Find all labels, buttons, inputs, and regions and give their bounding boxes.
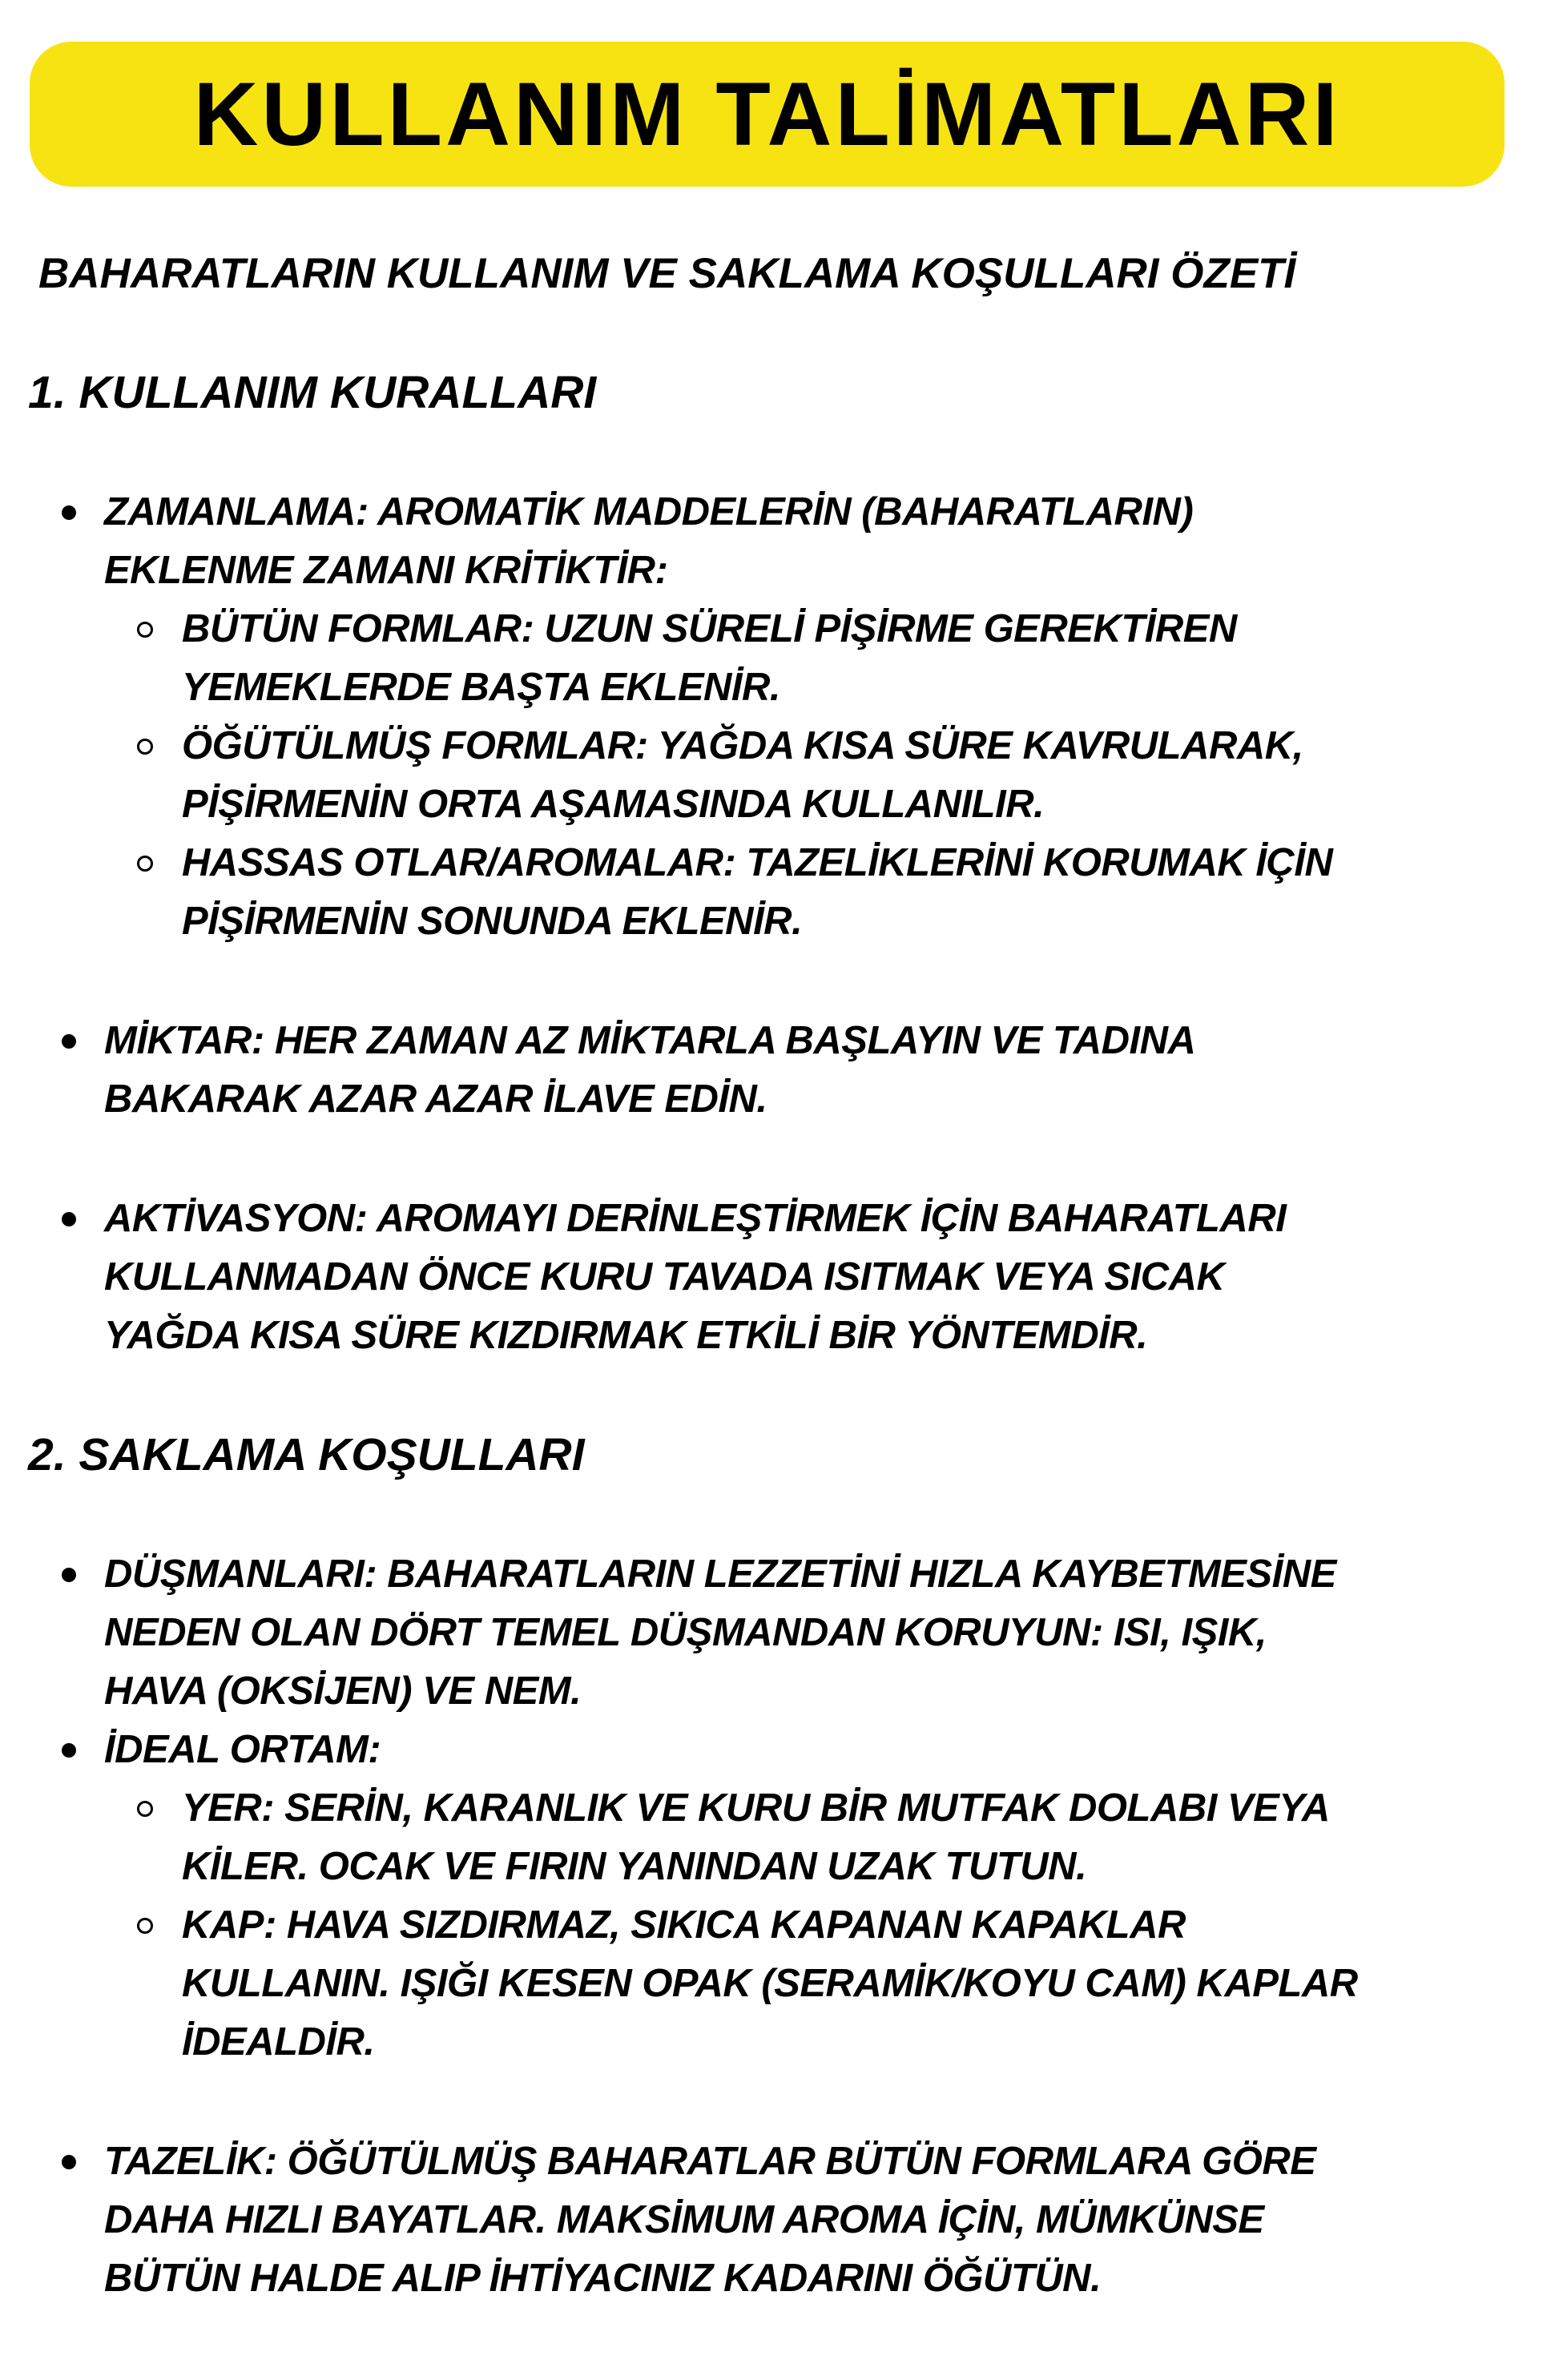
text-line: YAĞDA KISA SÜRE KIZDIRMAK ETKİLİ BİR YÖNTEMDİR. <box>104 1314 1148 1357</box>
list-item <box>0 1190 1559 1365</box>
bullet-circle-icon <box>137 622 153 638</box>
text-line: İDEAL ORTAM: <box>104 1728 381 1771</box>
text-line: EKLENME ZAMANI KRİTİKTİR: <box>104 549 668 592</box>
bullet-circle-icon <box>137 1918 153 1934</box>
item-lines <box>104 1190 1559 1365</box>
item-lines <box>182 1896 1559 2072</box>
bullet-list <box>0 483 1559 1365</box>
text-line: YEMEKLERDE BAŞTA EKLENİR. <box>182 666 781 709</box>
sections-container <box>0 364 1559 2308</box>
bullet-dot-icon <box>62 2155 76 2169</box>
bullet-dot-icon <box>62 1743 76 1758</box>
bullet-circle-icon <box>137 739 153 755</box>
item-lines <box>182 600 1559 717</box>
title-banner <box>30 42 1505 187</box>
list-item <box>0 1721 1559 1779</box>
text-line: KİLER. OCAK VE FIRIN YANINDAN UZAK TUTUN. <box>182 1845 1087 1888</box>
page-title: KULLANIM TALİMATLARI <box>193 64 1341 164</box>
list-item <box>0 1896 1559 2072</box>
section <box>0 1426 1559 2308</box>
text-line: BAKARAK AZAR AZAR İLAVE EDİN. <box>104 1077 767 1121</box>
bullet-dot-icon <box>62 505 76 520</box>
text-line: YER: SERİN, KARANLIK VE KURU BİR MUTFAK DOLABI VEYA <box>182 1786 1330 1830</box>
text-line: ÖĞÜTÜLMÜŞ FORMLAR: YAĞDA KISA SÜRE KAVRULARAK, <box>182 724 1303 767</box>
list-item <box>0 2132 1559 2308</box>
text-line: HAVA (OKSİJEN) VE NEM. <box>104 1669 582 1713</box>
list-item <box>0 483 1559 600</box>
bullet-dot-icon <box>62 1212 76 1226</box>
text-line: İDEALDİR. <box>182 2020 375 2064</box>
item-lines <box>104 483 1559 600</box>
text-line: DÜŞMANLARI: BAHARATLARIN LEZZETİNİ HIZLA KAYBETMESİNE <box>104 1552 1336 1596</box>
item-lines <box>104 1012 1559 1129</box>
item-lines <box>182 834 1559 951</box>
text-line: PİŞİRMENİN SONUNDA EKLENİR. <box>182 900 803 943</box>
item-lines <box>104 2132 1559 2308</box>
text-line: BÜTÜN FORMLAR: UZUN SÜRELİ PİŞİRME GEREKTİREN <box>182 607 1237 650</box>
section <box>0 364 1559 1365</box>
bullet-list <box>0 1545 1559 2308</box>
bullet-dot-icon <box>62 1034 76 1049</box>
bullet-circle-icon <box>137 856 153 872</box>
text-line: HASSAS OTLAR/AROMALAR: TAZELİKLERİNİ KORUMAK İÇİN <box>182 841 1333 884</box>
text-line: TAZELİK: ÖĞÜTÜLMÜŞ BAHARATLAR BÜTÜN FORMLARA GÖRE <box>104 2140 1316 2183</box>
list-item <box>0 1779 1559 1896</box>
text-line: KULLANMADAN ÖNCE KURU TAVADA ISITMAK VEYA SICAK <box>104 1255 1225 1299</box>
item-lines <box>104 1545 1559 1721</box>
item-lines <box>182 1779 1559 1896</box>
list-item <box>0 1545 1559 1721</box>
section-heading: 1. KULLANIM KURALLARI <box>28 367 597 418</box>
text-line: PİŞİRMENİN ORTA AŞAMASINDA KULLANILIR. <box>182 783 1045 826</box>
item-lines <box>104 1721 1559 1779</box>
document-page <box>0 42 1559 2380</box>
text-line: DAHA HIZLI BAYATLAR. MAKSİMUM AROMA İÇİN, MÜMKÜNSE <box>104 2198 1264 2241</box>
list-item <box>0 717 1559 834</box>
text-line: NEDEN OLAN DÖRT TEMEL DÜŞMANDAN KORUYUN: ISI, IŞIK, <box>104 1611 1267 1654</box>
item-lines <box>182 717 1559 834</box>
text-line: BÜTÜN HALDE ALIP İHTİYACINIZ KADARINI ÖĞÜTÜN. <box>104 2257 1102 2300</box>
bullet-circle-icon <box>137 1801 153 1817</box>
subtitle: BAHARATLARIN KULLANIM VE SAKLAMA KOŞULLARI ÖZETİ <box>38 250 1296 297</box>
list-item <box>0 1012 1559 1129</box>
text-line: MİKTAR: HER ZAMAN AZ MİKTARLA BAŞLAYIN VE TADINA <box>104 1019 1196 1062</box>
section-heading: 2. SAKLAMA KOŞULLARI <box>28 1429 585 1480</box>
text-line: KULLANIN. IŞIĞI KESEN OPAK (SERAMİK/KOYU CAM) KAPLAR <box>182 1962 1358 2005</box>
text-line: KAP: HAVA SIZDIRMAZ, SIKICA KAPANAN KAPAKLAR <box>182 1903 1186 1947</box>
bullet-dot-icon <box>62 1568 76 1582</box>
text-line: ZAMANLAMA: AROMATİK MADDELERİN (BAHARATLARIN) <box>104 490 1194 534</box>
text-line: AKTİVASYON: AROMAYI DERİNLEŞTİRMEK İÇİN BAHARATLARI <box>104 1197 1287 1240</box>
list-item <box>0 600 1559 717</box>
list-item <box>0 834 1559 951</box>
